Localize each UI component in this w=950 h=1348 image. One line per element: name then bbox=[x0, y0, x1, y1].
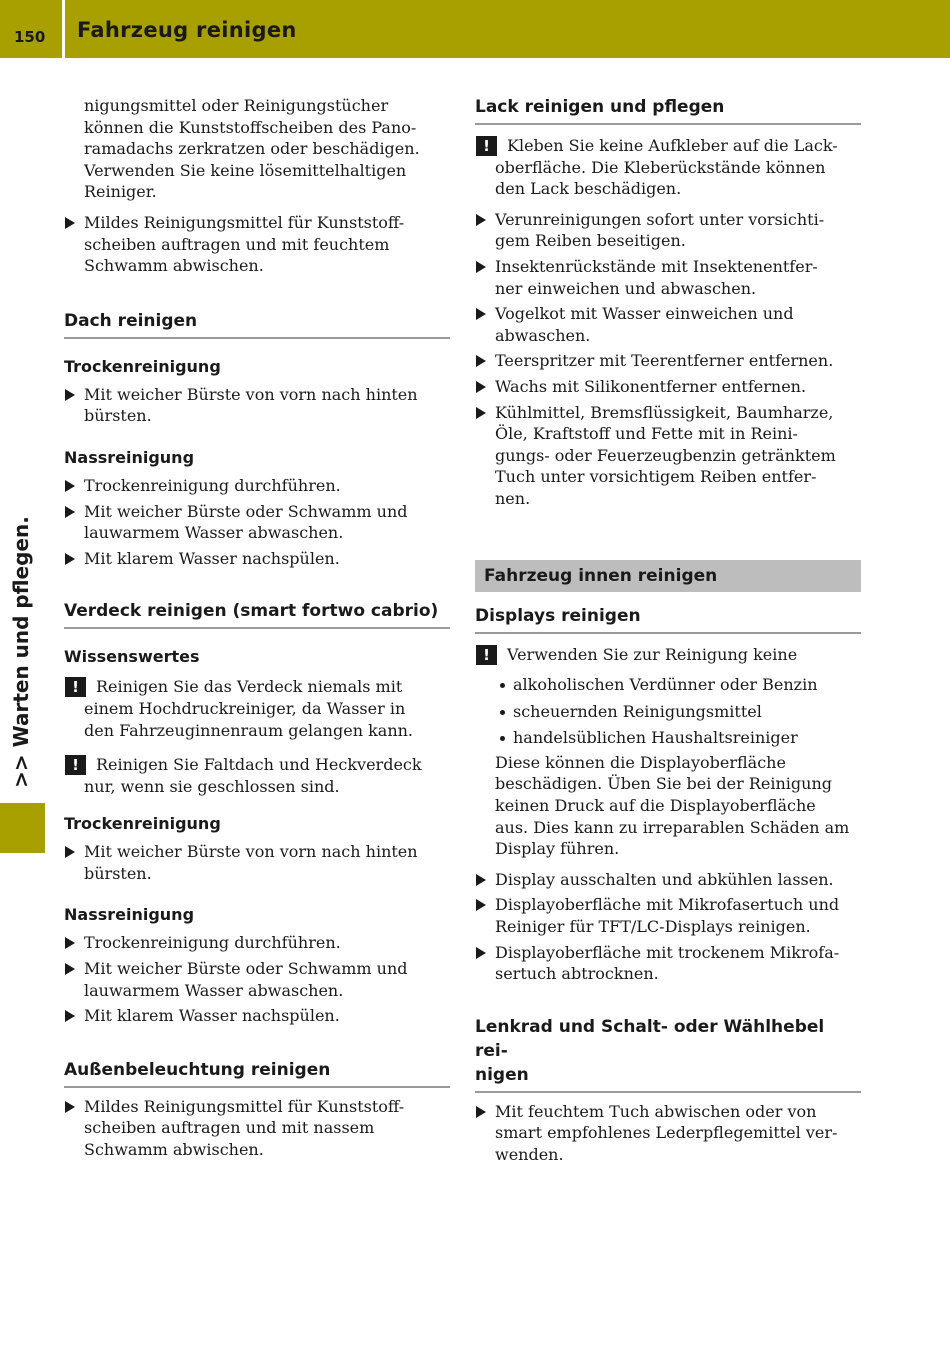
text-line: Reinigen Sie das Verdeck niemals mit bbox=[96, 677, 403, 697]
step-list bbox=[475, 209, 861, 510]
step-text bbox=[84, 932, 450, 954]
text-line: keinen Druck auf die Displayoberfläche bbox=[495, 796, 816, 816]
subheading-trockenreinigung: Trockenreinigung bbox=[64, 814, 221, 834]
step-arrow-icon bbox=[65, 937, 75, 949]
step-item bbox=[64, 1005, 450, 1027]
text-line: Reiniger für TFT/LC-Displays reinigen. bbox=[495, 917, 811, 937]
text-line: Schwamm abwischen. bbox=[84, 256, 264, 276]
step-text bbox=[84, 501, 450, 544]
text-line: Mit feuchtem Tuch abwischen oder von bbox=[495, 1101, 817, 1121]
text-line: nur, wenn sie geschlossen sind. bbox=[84, 776, 340, 796]
text-line: abwaschen. bbox=[495, 325, 591, 345]
section-heading-verdeck: Verdeck reinigen (smart fortwo cabrio) bbox=[64, 599, 450, 629]
chapter-tab-marker bbox=[0, 803, 45, 853]
text-line: Reinigen Sie Faltdach und Heckverdeck bbox=[96, 755, 422, 775]
text-line: Display führen. bbox=[495, 839, 620, 859]
step-arrow-icon bbox=[65, 846, 75, 858]
text-line: gungs- oder Feuerzeugbenzin getränktem bbox=[495, 445, 836, 465]
step-text bbox=[495, 256, 861, 299]
step-item bbox=[64, 501, 450, 544]
text-line: nen. bbox=[495, 488, 531, 508]
step-arrow-icon bbox=[476, 308, 486, 320]
left-column bbox=[64, 95, 450, 1161]
text-line: scheiben auftragen und mit nassem bbox=[84, 1118, 375, 1138]
warning-note bbox=[475, 135, 861, 200]
display-note bbox=[475, 752, 861, 860]
text-line: können die Kunststoffscheiben des Pano- bbox=[84, 117, 417, 137]
bullet-dot-icon bbox=[500, 710, 505, 715]
text-line: Verunreinigungen sofort unter vorsichti- bbox=[495, 209, 825, 229]
step-arrow-icon bbox=[476, 261, 486, 273]
step-item bbox=[64, 932, 450, 954]
step-arrow-icon bbox=[65, 1101, 75, 1113]
page-header bbox=[0, 0, 950, 58]
step-arrow-icon bbox=[65, 217, 75, 229]
text-line: bürsten. bbox=[84, 406, 152, 426]
step-item bbox=[475, 303, 861, 346]
step-item bbox=[475, 402, 861, 510]
text-line: scheiben auftragen und mit feuchtem bbox=[84, 234, 390, 254]
step-text bbox=[84, 548, 450, 570]
warning-icon: ! bbox=[65, 677, 86, 697]
text-line: Reiniger. bbox=[84, 182, 157, 202]
step-arrow-icon bbox=[476, 947, 486, 959]
warning-note bbox=[64, 676, 450, 741]
step-arrow-icon bbox=[476, 874, 486, 886]
text-line: Display ausschalten und abkühlen lassen. bbox=[495, 869, 834, 889]
step-text bbox=[84, 1005, 450, 1027]
step-item bbox=[475, 1101, 861, 1166]
text-line: Kleben Sie keine Aufkleber auf die Lack- bbox=[507, 136, 838, 155]
warning-note bbox=[475, 644, 861, 666]
text-line: Mildes Reinigungsmittel für Kunststoff- bbox=[84, 1096, 405, 1116]
text-line: nigen bbox=[475, 1064, 529, 1085]
text-line: wenden. bbox=[495, 1145, 564, 1164]
step-text bbox=[495, 869, 861, 891]
step-text bbox=[495, 209, 861, 252]
text-line: Trockenreinigung durchführen. bbox=[84, 475, 341, 495]
text-line: Öle, Kraftstoff und Fette mit in Reini- bbox=[495, 424, 798, 444]
text-line: Trockenreinigung durchführen. bbox=[84, 933, 341, 953]
step-arrow-icon bbox=[65, 553, 75, 565]
text-line: Insektenrückstände mit Insektenentfer- bbox=[495, 256, 818, 276]
subheading-nassreinigung: Nassreinigung bbox=[64, 447, 195, 467]
step-item bbox=[64, 841, 450, 884]
step-item bbox=[475, 894, 861, 937]
text-line: Vogelkot mit Wasser einweichen und bbox=[495, 304, 794, 324]
text-line: Teerspritzer mit Teerentferner entfernen. bbox=[495, 351, 834, 371]
step-arrow-icon bbox=[65, 480, 75, 492]
text-line: ramadachs zerkratzen oder beschädigen. bbox=[84, 139, 420, 159]
text-line: Schwamm abwischen. bbox=[84, 1140, 264, 1160]
step-item bbox=[64, 384, 450, 427]
step-arrow-icon bbox=[476, 1106, 486, 1118]
step-text bbox=[495, 402, 861, 510]
step-list bbox=[64, 932, 450, 1026]
text-line: Displayoberfläche mit trockenem Mikrofa- bbox=[495, 942, 840, 962]
step-text bbox=[495, 376, 861, 398]
step-arrow-icon bbox=[65, 389, 75, 401]
step-item bbox=[475, 376, 861, 398]
step-text bbox=[495, 942, 861, 985]
text-line: Displayoberfläche mit Mikrofasertuch und bbox=[495, 895, 840, 915]
text-line: Mit klarem Wasser nachspülen. bbox=[84, 548, 340, 568]
step-item bbox=[64, 212, 450, 277]
bullet-item bbox=[475, 727, 861, 749]
text-line: ner einweichen und abwaschen. bbox=[495, 278, 757, 298]
chapter-label: >> Warten und pflegen. bbox=[9, 516, 34, 788]
text-line: bürsten. bbox=[84, 863, 152, 883]
text-line: gem Reiben beseitigen. bbox=[495, 231, 686, 251]
warning-icon: ! bbox=[476, 136, 497, 156]
page-title: Fahrzeug reinigen bbox=[77, 18, 297, 42]
text-line: Lenkrad und Schalt- oder Wählhebel rei- bbox=[475, 1016, 825, 1061]
section-heading-dach: Dach reinigen bbox=[64, 309, 450, 339]
subheading-wissenswertes: Wissenswertes bbox=[64, 647, 200, 667]
step-item bbox=[64, 958, 450, 1001]
text-line: lauwarmem Wasser abwaschen. bbox=[84, 523, 344, 543]
text-line: Mit weicher Bürste oder Schwamm und bbox=[84, 501, 408, 521]
warning-icon: ! bbox=[65, 755, 86, 775]
section-band-innen: Fahrzeug innen reinigen bbox=[475, 560, 861, 592]
page-number: 150 bbox=[14, 28, 46, 46]
text-line: smart empfohlenes Lederpflegemittel ver- bbox=[495, 1123, 838, 1143]
step-item bbox=[64, 1096, 450, 1161]
bullet-item bbox=[475, 701, 861, 723]
text-line: Mit weicher Bürste von vorn nach hinten bbox=[84, 384, 418, 404]
step-arrow-icon bbox=[65, 1010, 75, 1022]
step-arrow-icon bbox=[476, 214, 486, 226]
header-divider bbox=[62, 0, 65, 58]
text-line: Mit weicher Bürste oder Schwamm und bbox=[84, 959, 408, 979]
text-line: den Fahrzeuginnenraum gelangen kann. bbox=[84, 720, 414, 740]
step-text bbox=[495, 894, 861, 937]
section-heading-aussenbeleuchtung: Außenbeleuchtung reinigen bbox=[64, 1058, 450, 1088]
text-line: lauwarmem Wasser abwaschen. bbox=[84, 980, 344, 1000]
text-line: Mildes Reinigungsmittel für Kunststoff- bbox=[84, 212, 405, 232]
bullet-dot-icon bbox=[500, 683, 505, 688]
bullet-text: scheuernden Reinigungsmittel bbox=[513, 701, 762, 721]
step-arrow-icon bbox=[476, 899, 486, 911]
text-line: Tuch unter vorsichtigem Reiben entfer- bbox=[495, 467, 817, 487]
warning-note bbox=[64, 754, 450, 797]
step-text bbox=[84, 475, 450, 497]
bullet-text: alkoholischen Verdünner oder Benzin bbox=[513, 675, 818, 695]
text-line: Verwenden Sie keine lösemittelhaltigen bbox=[84, 160, 407, 180]
step-list bbox=[64, 475, 450, 569]
step-arrow-icon bbox=[65, 963, 75, 975]
step-item bbox=[64, 475, 450, 497]
bullet-list bbox=[475, 674, 861, 749]
subheading-trockenreinigung: Trockenreinigung bbox=[64, 356, 221, 376]
text-line: Diese können die Displayoberfläche bbox=[495, 752, 786, 772]
section-heading-lack: Lack reinigen und pflegen bbox=[475, 95, 861, 125]
text-line: den Lack beschädigen. bbox=[495, 179, 682, 199]
text-line: Kühlmittel, Bremsflüssigkeit, Baumharze, bbox=[495, 402, 834, 422]
bullet-item bbox=[475, 674, 861, 696]
step-item bbox=[475, 350, 861, 372]
step-arrow-icon bbox=[476, 407, 486, 419]
step-text bbox=[495, 350, 861, 372]
step-arrow-icon bbox=[476, 381, 486, 393]
step-text bbox=[495, 303, 861, 346]
step-item bbox=[475, 869, 861, 891]
step-text bbox=[84, 958, 450, 1001]
bullet-dot-icon bbox=[500, 736, 505, 741]
right-column bbox=[475, 95, 861, 1166]
warning-icon: ! bbox=[476, 645, 497, 665]
text-line: Wachs mit Silikonentferner entfernen. bbox=[495, 376, 807, 396]
step-item bbox=[475, 942, 861, 985]
text-line: nigungsmittel oder Reinigungstücher bbox=[84, 96, 389, 115]
subheading-nassreinigung: Nassreinigung bbox=[64, 905, 195, 925]
step-item bbox=[475, 256, 861, 299]
bullet-text: handelsüblichen Haushaltsreiniger bbox=[513, 728, 798, 748]
step-arrow-icon bbox=[65, 506, 75, 518]
text-line: sertuch abtrocknen. bbox=[495, 964, 659, 984]
text-line: Mit klarem Wasser nachspülen. bbox=[84, 1006, 340, 1026]
text-line: Verwenden Sie zur Reinigung keine bbox=[507, 644, 798, 664]
intro-text bbox=[64, 95, 450, 203]
step-arrow-icon bbox=[476, 355, 486, 367]
text-line: oberfläche. Die Kleberückstände können bbox=[495, 157, 826, 177]
text-line: beschädigen. Üben Sie bei der Reinigung bbox=[495, 774, 832, 794]
step-item bbox=[64, 548, 450, 570]
text-line: einem Hochdruckreiniger, da Wasser in bbox=[84, 698, 406, 718]
step-list bbox=[475, 869, 861, 985]
section-heading-lenkrad bbox=[475, 1015, 861, 1093]
step-item bbox=[475, 209, 861, 252]
text-line: Mit weicher Bürste von vorn nach hinten bbox=[84, 842, 418, 862]
text-line: aus. Dies kann zu irreparablen Schäden am bbox=[495, 817, 850, 837]
section-heading-displays: Displays reinigen bbox=[475, 604, 861, 634]
